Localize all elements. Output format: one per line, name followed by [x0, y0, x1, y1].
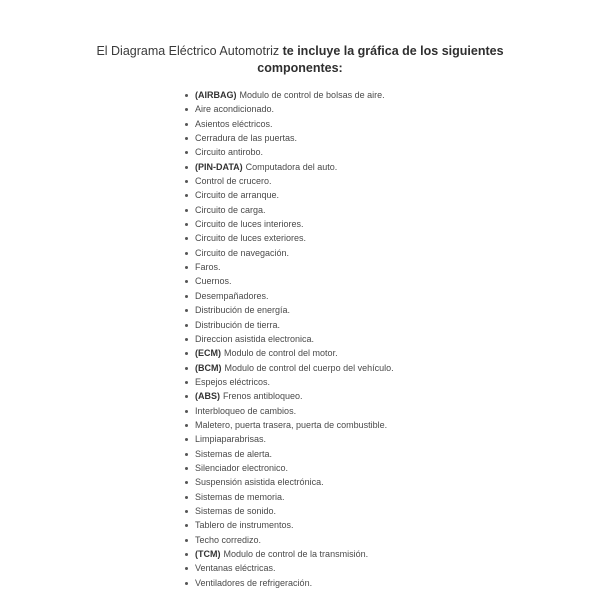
component-text: Ventiladores de refrigeración. — [195, 577, 313, 588]
list-item — [195, 561, 394, 575]
component-code: (BCM) — [195, 362, 222, 373]
list-item — [195, 145, 394, 159]
list-item — [195, 188, 394, 202]
list-item — [195, 318, 394, 332]
component-text: Modulo de control de bolsas de aire. — [239, 90, 385, 100]
component-text: Circuito de luces exteriores. — [195, 233, 307, 244]
list-item — [195, 131, 394, 145]
list-item — [195, 260, 394, 274]
list-item — [195, 203, 394, 217]
list-item — [195, 88, 394, 102]
heading-line-2 — [0, 60, 600, 77]
component-text: Modulo de control del motor. — [224, 348, 338, 359]
list-item — [195, 576, 394, 590]
component-text: Sistemas de sonido. — [195, 505, 277, 516]
list-item — [195, 504, 394, 518]
component-text: Distribución de tierra. — [195, 319, 281, 330]
component-text: Espejos eléctricos. — [195, 376, 271, 387]
component-text: Cuernos. — [195, 276, 232, 287]
component-text: Frenos antibloqueo. — [223, 391, 303, 402]
heading-intro: El Diagrama Eléctrico Automotriz — [96, 44, 283, 58]
component-text: Modulo de control del cuerpo del vehículo. — [224, 362, 394, 373]
component-text: Silenciador electronico. — [195, 462, 289, 473]
list-item — [195, 174, 394, 188]
list-item — [195, 346, 394, 360]
page-heading — [0, 43, 600, 77]
component-text: Sistemas de memoria. — [195, 491, 285, 502]
component-text: Asientos eléctricos. — [195, 118, 273, 129]
list-item — [195, 102, 394, 116]
list-item — [195, 217, 394, 231]
list-item — [195, 461, 394, 475]
list-item — [195, 303, 394, 317]
list-item — [195, 404, 394, 418]
list-item — [195, 490, 394, 504]
component-text: Direccion asistida electronica. — [195, 333, 315, 344]
list-item — [195, 389, 394, 403]
component-text: Limpiaparabrisas. — [195, 434, 267, 445]
component-text: Tablero de instrumentos. — [195, 520, 294, 531]
component-list — [195, 88, 394, 590]
component-text: Circuito antirobo. — [195, 147, 264, 158]
component-code: (ECM) — [195, 348, 221, 359]
component-text: Circuito de carga. — [195, 204, 266, 215]
component-text: Computadora del auto. — [245, 161, 338, 172]
component-text: Cerradura de las puertas. — [195, 133, 298, 144]
list-item — [195, 332, 394, 346]
component-text: Sistemas de alerta. — [195, 448, 273, 459]
heading-bold-line-2: componentes: — [257, 61, 343, 75]
list-item — [195, 231, 394, 245]
component-text: Desempañadores. — [195, 290, 269, 301]
component-text: Control de crucero. — [195, 176, 272, 187]
list-item — [195, 375, 394, 389]
list-item — [195, 160, 394, 174]
component-text: Circuito de luces interiores. — [195, 219, 304, 230]
component-code: (ABS) — [195, 391, 220, 402]
component-code: (TCM) — [195, 549, 221, 559]
list-item — [195, 518, 394, 532]
component-text: Modulo de control de la transmisión. — [223, 549, 369, 559]
list-item — [195, 289, 394, 303]
component-text: Distribución de energía. — [195, 305, 291, 316]
list-item — [195, 117, 394, 131]
component-text: Circuito de navegación. — [195, 247, 290, 258]
list-item — [195, 475, 394, 489]
component-text: Faros. — [195, 262, 221, 273]
component-text: Techo corredizo. — [195, 534, 262, 545]
list-item — [195, 432, 394, 446]
component-text: Aire acondicionado. — [195, 104, 275, 115]
component-text: Ventanas eléctricas. — [195, 563, 276, 574]
list-item — [195, 418, 394, 432]
heading-bold-line-1: te incluye la gráfica de los siguientes — [282, 44, 504, 58]
list-item — [195, 274, 394, 288]
heading-line-1 — [0, 43, 600, 60]
list-item — [195, 547, 394, 561]
list-item — [195, 533, 394, 547]
component-text: Suspensión asistida electrónica. — [195, 477, 324, 488]
component-text: Maletero, puerta trasera, puerta de combustible. — [195, 419, 388, 430]
list-item — [195, 361, 394, 375]
component-text: Circuito de arranque. — [195, 190, 280, 201]
component-code: (PIN-DATA) — [195, 161, 243, 172]
component-code: (AIRBAG) — [195, 90, 237, 100]
list-item — [195, 447, 394, 461]
component-text: Interbloqueo de cambios. — [195, 405, 297, 416]
list-item — [195, 246, 394, 260]
